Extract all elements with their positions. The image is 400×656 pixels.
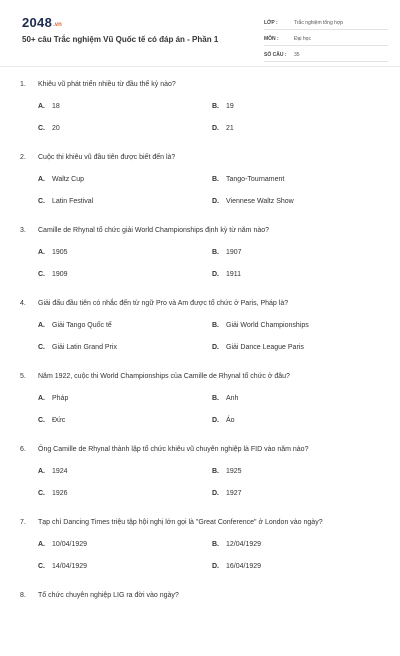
option-d[interactable] (212, 417, 235, 424)
option-letter: A. (38, 322, 45, 329)
option-letter: C. (38, 344, 45, 351)
option-letter: B. (212, 541, 219, 548)
question-text (20, 519, 323, 526)
option-d[interactable] (212, 490, 242, 497)
header (12, 12, 388, 64)
option-text: 1905 (52, 249, 68, 256)
header-divider (0, 66, 400, 67)
question-list (0, 72, 400, 656)
question-number: 8. (20, 592, 26, 599)
meta-row-subject (264, 32, 388, 46)
question-item (0, 510, 400, 583)
question-number: 1. (20, 81, 26, 88)
option-a[interactable] (38, 468, 68, 475)
option-b[interactable] (212, 249, 242, 256)
option-a[interactable] (38, 103, 60, 110)
site-logo[interactable] (22, 14, 62, 32)
option-letter: B. (212, 322, 219, 329)
option-letter: B. (212, 395, 219, 402)
option-letter: C. (38, 271, 45, 278)
meta-row-class (264, 16, 388, 30)
option-letter: C. (38, 490, 45, 497)
meta-info (264, 16, 388, 64)
option-a[interactable] (38, 249, 68, 256)
option-text: 10/04/1929 (52, 541, 88, 548)
option-letter: C. (38, 417, 45, 424)
option-c[interactable] (38, 417, 65, 424)
option-text: 1925 (226, 468, 242, 475)
option-letter: D. (212, 490, 219, 497)
question-content: Giải đấu đầu tiên có nhắc đến từ ngữ Pro và Am được tổ chức ở Paris, Pháp là? (38, 300, 289, 307)
option-letter: C. (38, 125, 45, 132)
option-text: Đức (52, 417, 66, 424)
question-text (20, 300, 288, 307)
option-b[interactable] (212, 541, 261, 548)
meta-key: LỚP : (264, 19, 278, 26)
question-content: Năm 1922, cuộc thi World Championships của Camille de Rhynal tổ chức ở đâu? (38, 373, 290, 380)
option-text: 21 (226, 125, 234, 132)
meta-key: SỐ CÂU : (264, 51, 287, 58)
question-text (20, 154, 175, 161)
option-text: 1924 (52, 468, 68, 475)
option-text: Giải Dance League Paris (226, 344, 304, 351)
question-content: Camille de Rhynal tổ chức giải World Championships định kỳ từ năm nào? (38, 227, 270, 234)
option-text: Giải Tango Quốc tế (52, 322, 112, 329)
option-text: 18 (52, 103, 60, 110)
option-letter: B. (212, 176, 219, 183)
question-number: 5. (20, 373, 26, 380)
option-letter: A. (38, 541, 45, 548)
question-item (0, 218, 400, 291)
option-letter: B. (212, 249, 219, 256)
option-letter: A. (38, 176, 45, 183)
option-text: 1907 (226, 249, 242, 256)
option-letter: B. (212, 468, 219, 475)
option-a[interactable] (38, 541, 87, 548)
option-b[interactable] (212, 395, 238, 402)
question-content: Ông Camille de Rhynal thành lập tổ chức khiêu vũ chuyên nghiệp là FID vào năm nào? (38, 446, 309, 453)
question-number: 2. (20, 154, 26, 161)
option-text: 16/04/1929 (226, 563, 262, 570)
question-item (0, 437, 400, 510)
option-text: Giải World Championships (226, 322, 309, 329)
option-text: 12/04/1929 (226, 541, 262, 548)
option-letter: D. (212, 125, 219, 132)
option-c[interactable] (38, 563, 87, 570)
option-text: 19 (226, 103, 234, 110)
meta-key: MÔN : (264, 35, 279, 42)
option-text: 1927 (226, 490, 242, 497)
option-c[interactable] (38, 271, 68, 278)
meta-value: Đại học (294, 35, 311, 42)
question-content: Tổ chức chuyên nghiệp LIG ra đời vào ngày? (38, 592, 179, 599)
option-letter: C. (38, 198, 45, 205)
question-text (20, 373, 290, 380)
option-letter: D. (212, 271, 219, 278)
question-content: Khiêu vũ phát triển nhiều từ đầu thế kỷ nào? (38, 81, 176, 88)
option-b[interactable] (212, 468, 242, 475)
question-number: 7. (20, 519, 26, 526)
option-d[interactable] (212, 344, 304, 351)
option-letter: D. (212, 417, 219, 424)
question-text (20, 592, 179, 599)
question-item (0, 364, 400, 437)
option-text: Anh (226, 395, 239, 402)
option-text: Giải Latin Grand Prix (52, 344, 117, 351)
option-d[interactable] (212, 198, 294, 205)
option-a[interactable] (38, 176, 84, 183)
logo-domain: .vn (53, 22, 62, 28)
option-c[interactable] (38, 490, 68, 497)
option-letter: D. (212, 563, 219, 570)
option-letter: C. (38, 563, 45, 570)
question-item (0, 145, 400, 218)
option-text: 14/04/1929 (52, 563, 88, 570)
question-content: Tạp chí Dancing Times triệu tập hội nghị lớn gọi là "Great Conference" ở London vào ngày? (38, 519, 323, 526)
question-number: 6. (20, 446, 26, 453)
question-number: 4. (20, 300, 26, 307)
option-text: 1909 (52, 271, 68, 278)
question-text (20, 227, 269, 234)
option-letter: D. (212, 344, 219, 351)
option-c[interactable] (38, 344, 117, 351)
option-a[interactable] (38, 395, 68, 402)
option-text: Viennese Waltz Show (226, 198, 294, 205)
option-text: 20 (52, 125, 60, 132)
option-c[interactable] (38, 125, 60, 132)
option-b[interactable] (212, 103, 234, 110)
option-d[interactable] (212, 125, 234, 132)
logo-number: 2048 (22, 15, 53, 30)
option-letter: A. (38, 395, 45, 402)
option-letter: A. (38, 249, 45, 256)
option-text: Pháp (52, 395, 69, 402)
option-c[interactable] (38, 198, 93, 205)
option-letter: A. (38, 103, 45, 110)
option-a[interactable] (38, 322, 112, 329)
option-b[interactable] (212, 176, 284, 183)
option-d[interactable] (212, 271, 241, 278)
page-title: 50+ câu Trắc nghiệm Vũ Quốc tế có đáp án - Phần 1 (22, 35, 219, 44)
question-number: 3. (20, 227, 26, 234)
question-item (0, 291, 400, 364)
option-b[interactable] (212, 322, 309, 329)
option-text: Tango-Tournament (226, 176, 285, 183)
option-letter: A. (38, 468, 45, 475)
question-item (0, 583, 400, 656)
option-d[interactable] (212, 563, 261, 570)
question-item (0, 72, 400, 145)
option-text: 1911 (226, 271, 242, 278)
option-text: Waltz Cup (52, 176, 85, 183)
option-text: 1926 (52, 490, 68, 497)
option-letter: B. (212, 103, 219, 110)
meta-row-count (264, 48, 388, 62)
question-text (20, 446, 308, 453)
meta-value: 35 (294, 51, 300, 58)
meta-value: Trắc nghiệm tổng hợp (294, 19, 343, 26)
option-text: Latin Festival (52, 198, 94, 205)
question-content: Cuộc thi khiêu vũ đầu tiên được biết đến là? (38, 154, 176, 161)
question-text (20, 81, 176, 88)
option-letter: D. (212, 198, 219, 205)
option-text: Áo (226, 417, 235, 424)
